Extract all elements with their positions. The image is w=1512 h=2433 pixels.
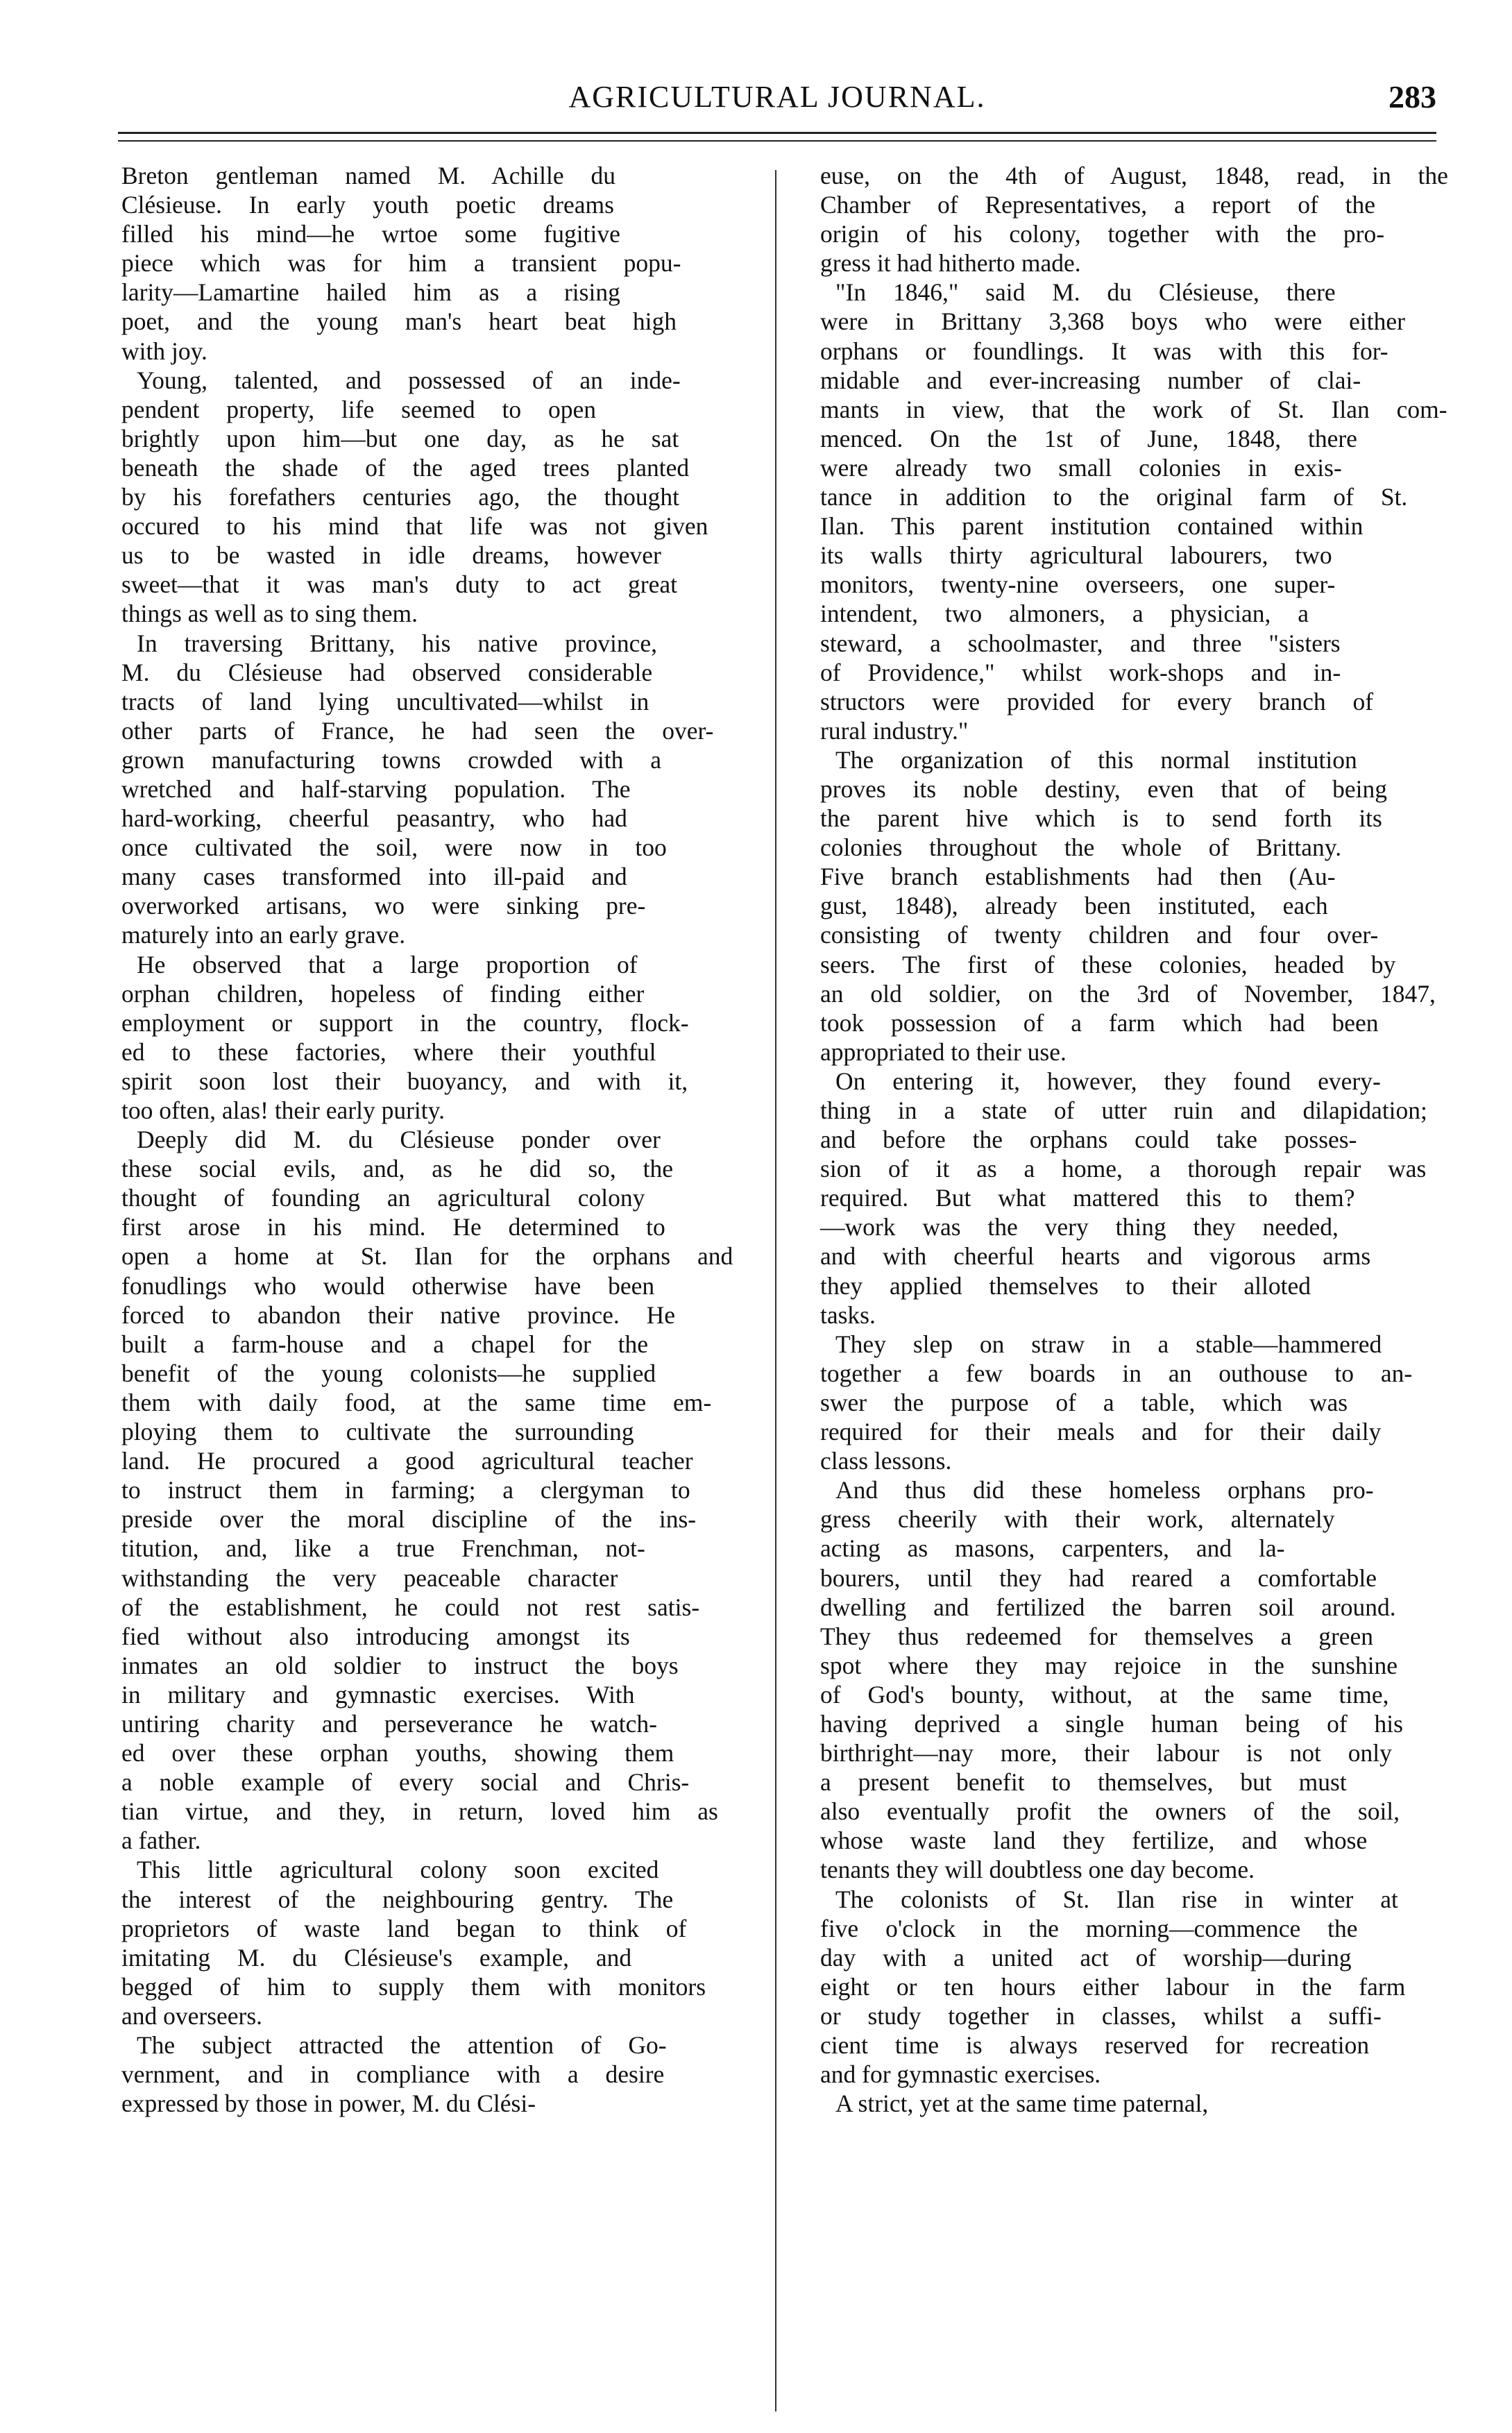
- text-line: A strict, yet at the same time paternal,: [835, 2089, 1209, 2118]
- text-line: and before the orphans could take posses-: [820, 1126, 1357, 1154]
- text-line: pendent property, life seemed to open: [121, 395, 596, 423]
- text-line: built a farm-house and a chapel for the: [121, 1330, 649, 1358]
- text-line: other parts of France, he had seen the over-: [121, 716, 714, 745]
- text-line: In traversing Brittany, his native province,: [137, 629, 658, 657]
- right-column: [820, 161, 1448, 2118]
- text-line: were already two small colonies in exis-: [820, 453, 1342, 482]
- text-line: hard-working, cheerful peasantry, who had: [121, 804, 627, 833]
- text-line: spirit soon lost their buoyancy, and with it,: [121, 1067, 688, 1095]
- text-line: in military and gymnastic exercises. With: [121, 1680, 635, 1709]
- text-line: forced to abandon their native province. He: [121, 1300, 676, 1329]
- text-line: swer the purpose of a table, which was: [820, 1388, 1348, 1416]
- text-line: sion of it as a home, a thorough repair was: [820, 1155, 1427, 1183]
- text-line: intendent, two almoners, a physician, a: [820, 600, 1309, 628]
- text-line: Chamber of Representatives, a report of the: [820, 191, 1376, 219]
- text-line: untiring charity and perseverance he watch-: [121, 1709, 657, 1738]
- running-title: AGRICULTURAL JOURNAL.: [568, 80, 986, 114]
- text-line: Clésieuse. In early youth poetic dreams: [121, 191, 614, 219]
- text-line: they applied themselves to their alloted: [820, 1271, 1311, 1300]
- text-line: were in Brittany 3,368 boys who were either: [820, 307, 1405, 336]
- text-line: larity—Lamartine hailed him as a rising: [121, 278, 620, 307]
- text-line: The colonists of St. Ilan rise in winter at: [835, 1885, 1398, 1913]
- text-line: five o'clock in the morning—commence the: [820, 1914, 1358, 1942]
- text-line: many cases transformed into ill-paid and: [121, 863, 627, 891]
- text-line: structors were provided for every branch of: [820, 687, 1374, 715]
- text-line: The subject attracted the attention of Go-: [137, 2031, 667, 2059]
- text-line: midable and ever-increasing number of clai-: [820, 366, 1361, 394]
- text-line: or study together in classes, whilst a suffi-: [820, 2001, 1382, 2030]
- text-line: and for gymnastic exercises.: [820, 2060, 1101, 2089]
- text-line: colonies throughout the whole of Brittany.: [820, 833, 1342, 862]
- text-line: class lessons.: [820, 1447, 952, 1475]
- text-line: things as well as to sing them.: [121, 600, 418, 628]
- text-line: thing in a state of utter ruin and dilapidation;: [820, 1096, 1427, 1124]
- text-line: ploying them to cultivate the surrounding: [121, 1418, 634, 1446]
- text-line: day with a united act of worship—during: [820, 1943, 1352, 1972]
- text-line: Ilan. This parent institution contained within: [820, 512, 1364, 541]
- text-line: a father.: [121, 1826, 201, 1855]
- text-line: fied without also introducing amongst its: [121, 1622, 630, 1650]
- text-line: titution, and, like a true Frenchman, not-: [121, 1534, 645, 1563]
- text-line: orphans or foundlings. It was with this for-: [820, 337, 1388, 365]
- page-number: 283: [1388, 79, 1436, 115]
- text-line: acting as masons, carpenters, and la-: [820, 1534, 1285, 1563]
- text-line: a present benefit to themselves, but must: [820, 1768, 1347, 1797]
- text-line: expressed by those in power, M. du Clési-: [121, 2089, 536, 2118]
- text-line: Young, talented, and possessed of an inde-: [137, 366, 681, 394]
- text-line: inmates an old soldier to instruct the boys: [121, 1651, 679, 1679]
- text-line: steward, a schoolmaster, and three "sisters: [820, 629, 1341, 657]
- text-line: dwelling and fertilized the barren soil around.: [820, 1593, 1396, 1621]
- text-line: ed over these orphan youths, showing them: [121, 1739, 674, 1767]
- text-line: They thus redeemed for themselves a green: [820, 1622, 1374, 1650]
- text-line: cient time is always reserved for recreation: [820, 2031, 1370, 2059]
- column-divider: [775, 170, 776, 2411]
- text-line: spot where they may rejoice in the sunshine: [820, 1651, 1398, 1679]
- text-line: Breton gentleman named M. Achille du: [121, 162, 615, 189]
- header-rule-top: [118, 132, 1436, 134]
- text-line: maturely into an early grave.: [121, 921, 406, 949]
- text-line: begged of him to supply them with monitors: [121, 1972, 706, 2001]
- text-line: birthright—nay more, their labour is not only: [820, 1739, 1392, 1767]
- text-line: beneath the shade of the aged trees planted: [121, 453, 690, 482]
- text-line: proves its noble destiny, even that of being: [820, 774, 1387, 803]
- text-line: tenants they will doubtless one day become.: [820, 1856, 1255, 1884]
- left-column: [121, 161, 749, 2118]
- text-line: tance in addition to the original farm of St.: [820, 483, 1408, 511]
- text-line: gress cheerily with their work, alternately: [820, 1505, 1335, 1534]
- text-line: benefit of the young colonists—he supplied: [121, 1359, 656, 1387]
- text-line: took possession of a farm which had been: [820, 1008, 1379, 1037]
- text-line: menced. On the 1st of June, 1848, there: [820, 424, 1357, 452]
- text-line: wretched and half-starving population. The: [121, 774, 631, 803]
- text-line: They slep on straw in a stable—hammered: [835, 1330, 1382, 1358]
- text-line: filled his mind—he wrtoe some fugitive: [121, 220, 620, 248]
- text-line: tasks.: [820, 1300, 876, 1329]
- text-line: gress it had hitherto made.: [820, 249, 1081, 278]
- text-line: of the establishment, he could not rest satis-: [121, 1593, 700, 1621]
- text-line: mants in view, that the work of St. Ilan com-: [820, 395, 1447, 423]
- text-line: employment or support in the country, flock-: [121, 1008, 689, 1037]
- text-line: with joy.: [121, 337, 207, 365]
- text-line: piece which was for him a transient popu-: [121, 249, 681, 278]
- text-line: these social evils, and, as he did so, the: [121, 1155, 674, 1183]
- text-line: seers. The first of these colonies, headed by: [820, 950, 1396, 978]
- text-line: whose waste land they fertilize, and whose: [820, 1826, 1368, 1855]
- text-line: them with daily food, at the same time em-: [121, 1388, 712, 1416]
- text-line: also eventually profit the owners of the soil,: [820, 1797, 1400, 1826]
- text-line: consisting of twenty children and four over-: [820, 921, 1379, 949]
- text-line: its walls thirty agricultural labourers, two: [820, 541, 1332, 570]
- text-line: to instruct them in farming; a clergyman to: [121, 1476, 690, 1504]
- text-line: And thus did these homeless orphans pro-: [835, 1476, 1374, 1504]
- text-line: preside over the moral discipline of the ins-: [121, 1505, 697, 1534]
- text-line: rural industry.": [820, 716, 969, 745]
- text-line: thought of founding an agricultural colony: [121, 1184, 645, 1212]
- text-line: withstanding the very peaceable character: [121, 1563, 618, 1592]
- text-line: of God's bounty, without, at the same time,: [820, 1680, 1389, 1709]
- text-line: land. He procured a good agricultural teacher: [121, 1447, 693, 1475]
- text-line: overworked artisans, wo were sinking pre-: [121, 892, 646, 920]
- text-line: tian virtue, and they, in return, loved him as: [121, 1797, 718, 1826]
- text-line: tracts of land lying uncultivated—whilst in: [121, 687, 649, 715]
- text-line: of Providence," whilst work-shops and in-: [820, 658, 1341, 686]
- text-line: having deprived a single human being of his: [820, 1709, 1403, 1738]
- text-line: fonudlings who would otherwise have been: [121, 1271, 655, 1300]
- text-line: by his forefathers centuries ago, the thought: [121, 483, 680, 511]
- text-line: monitors, twenty-nine overseers, one super-: [820, 570, 1336, 599]
- text-line: brightly upon him—but one day, as he sat: [121, 424, 679, 452]
- page-header: [118, 76, 1436, 118]
- text-line: orphan children, hopeless of finding either: [121, 979, 645, 1008]
- text-line: eight or ten hours either labour in the farm: [820, 1972, 1406, 2001]
- text-line: a noble example of every social and Chris-: [121, 1768, 690, 1797]
- text-line: euse, on the 4th of August, 1848, read, in the: [820, 162, 1448, 189]
- text-line: He observed that a large proportion of: [137, 950, 638, 978]
- text-line: proprietors of waste land began to think of: [121, 1914, 687, 1942]
- text-line: and with cheerful hearts and vigorous arms: [820, 1242, 1371, 1271]
- text-line: us to be wasted in idle dreams, however: [121, 541, 661, 570]
- text-line: M. du Clésieuse had observed considerable: [121, 658, 653, 686]
- text-line: open a home at St. Ilan for the orphans and: [121, 1242, 733, 1271]
- text-line: too often, alas! their early purity.: [121, 1096, 445, 1124]
- text-line: poet, and the young man's heart beat high: [121, 307, 677, 336]
- text-line: ed to these factories, where their youthful: [121, 1037, 656, 1066]
- text-line: —work was the very thing they needed,: [820, 1213, 1339, 1241]
- text-line: bourers, until they had reared a comfortable: [820, 1563, 1377, 1592]
- text-line: grown manufacturing towns crowded with a: [121, 745, 661, 774]
- text-line: and overseers.: [121, 2001, 263, 2030]
- text-line: the interest of the neighbouring gentry. The: [121, 1885, 674, 1913]
- text-line: "In 1846," said M. du Clésieuse, there: [835, 278, 1336, 307]
- text-line: once cultivated the soil, were now in too: [121, 833, 667, 862]
- text-line: required. But what mattered this to them?: [820, 1184, 1355, 1212]
- text-line: first arose in his mind. He determined to: [121, 1213, 665, 1241]
- text-line: sweet—that it was man's duty to act great: [121, 570, 678, 599]
- text-line: origin of his colony, together with the pro-: [820, 220, 1385, 248]
- text-line: gust, 1848), already been instituted, each: [820, 892, 1328, 920]
- text-line: the parent hive which is to send forth its: [820, 804, 1382, 833]
- text-line: The organization of this normal institution: [835, 745, 1357, 774]
- text-line: This little agricultural colony soon excited: [137, 1856, 659, 1884]
- text-line: On entering it, however, they found every-: [835, 1067, 1381, 1095]
- text-line: appropriated to their use.: [820, 1037, 1067, 1066]
- text-line: Deeply did M. du Clésieuse ponder over: [137, 1126, 661, 1154]
- text-line: an old soldier, on the 3rd of November, 1847,: [820, 979, 1436, 1008]
- text-line: Five branch establishments had then (Au-: [820, 863, 1336, 891]
- text-line: vernment, and in compliance with a desire: [121, 2060, 665, 2089]
- header-rule-bottom: [118, 140, 1436, 142]
- text-line: occured to his mind that life was not given: [121, 512, 708, 541]
- text-line: imitating M. du Clésieuse's example, and: [121, 1943, 632, 1972]
- text-line: required for their meals and for their daily: [820, 1418, 1382, 1446]
- text-line: together a few boards in an outhouse to an-: [820, 1359, 1413, 1387]
